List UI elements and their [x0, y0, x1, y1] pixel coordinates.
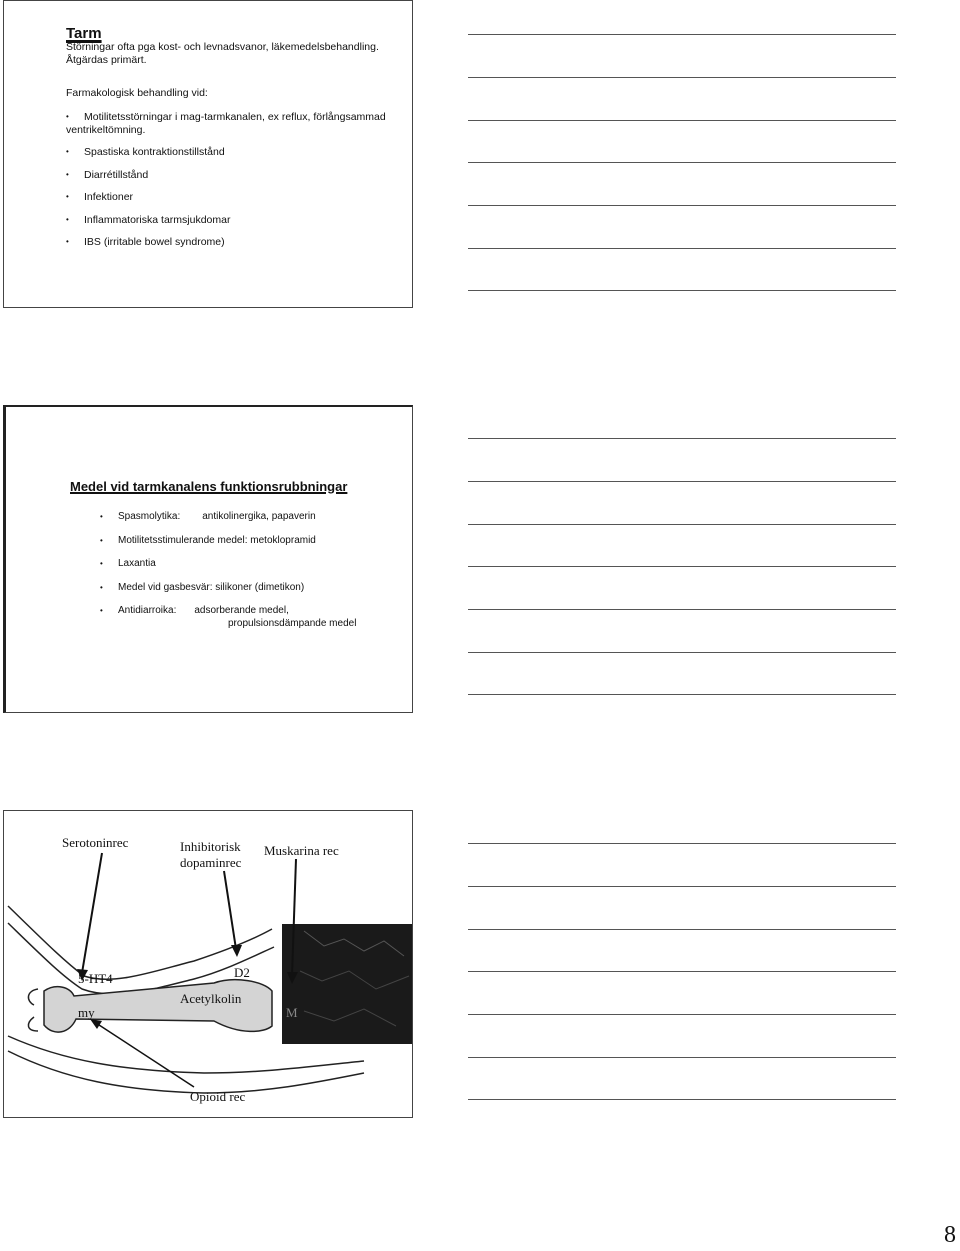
label-muskarina-rec: Muskarina rec [264, 843, 339, 858]
slide-tarm [3, 0, 413, 308]
dark-image-block [282, 924, 413, 1044]
list-item: • IBS (irritable bowel syndrome) [66, 236, 396, 249]
list-item: • Spastiska kontraktionstillstånd [66, 146, 396, 159]
item-label: Medel vid gasbesvär: [118, 581, 213, 593]
note-lines-2 [468, 438, 896, 698]
slide-medel [3, 405, 413, 713]
label-dopaminrec: dopaminrec [180, 855, 242, 870]
list-item: • Inflammatoriska tarmsjukdomar [66, 214, 396, 227]
item-value: metoklopramid [250, 534, 316, 546]
note-lines-3 [468, 843, 896, 1103]
slide-receptor-diagram [3, 810, 413, 1118]
intro-line-2: Åtgärdas primärt. [66, 54, 147, 66]
item-label: Motilitetsstimulerande medel: [118, 534, 248, 546]
note-lines-1 [468, 34, 896, 294]
list-item [100, 535, 400, 548]
bullet-list [100, 511, 400, 641]
bullet-list [66, 111, 396, 259]
item-value: adsorberande medel, [194, 605, 289, 616]
slide-title: Medel vid tarmkanalens funktionsrubbningar [70, 479, 348, 494]
list-item-continuation: ventrikeltömning. [66, 123, 146, 136]
page-number: 8 [944, 1222, 956, 1248]
slide-title: Tarm [66, 25, 102, 42]
list-item: • Infektioner [66, 191, 396, 204]
list-item [100, 511, 400, 524]
item-value-line-2: propulsionsdämpande medel [228, 617, 357, 629]
subheading: Farmakologisk behandling vid: [66, 87, 208, 99]
list-item [100, 558, 400, 571]
label-opioid-rec: Opioid rec [190, 1089, 246, 1104]
intro-line-1: Störningar ofta pga kost- och levnadsvanor, läkemedelsbehandling. [66, 41, 379, 53]
label-5ht4: 5-HT4 [78, 971, 113, 986]
list-item: • Diarrétillstånd [66, 169, 396, 182]
item-label: Spasmolytika: [118, 511, 181, 522]
item-value: silikoner (dimetikon) [215, 581, 305, 593]
item-value: antikolinergika, papaverin [202, 511, 316, 522]
list-item [100, 582, 400, 595]
item-label: Laxantia [118, 558, 156, 569]
label-inhibitorisk: Inhibitorisk [180, 839, 241, 854]
list-item: • Motilitetsstörningar i mag-tarmkanalen, ex reflux, förlångsammad [66, 111, 396, 124]
label-serotoninrec: Serotoninrec [62, 835, 129, 850]
label-d2: D2 [234, 965, 250, 980]
label-m: M [286, 1005, 298, 1020]
intro-text [66, 41, 379, 67]
label-my: my [78, 1005, 95, 1020]
list-item [100, 605, 400, 630]
label-acetylkolin: Acetylkolin [180, 991, 242, 1006]
item-label: Antidiarroika: [118, 605, 177, 616]
